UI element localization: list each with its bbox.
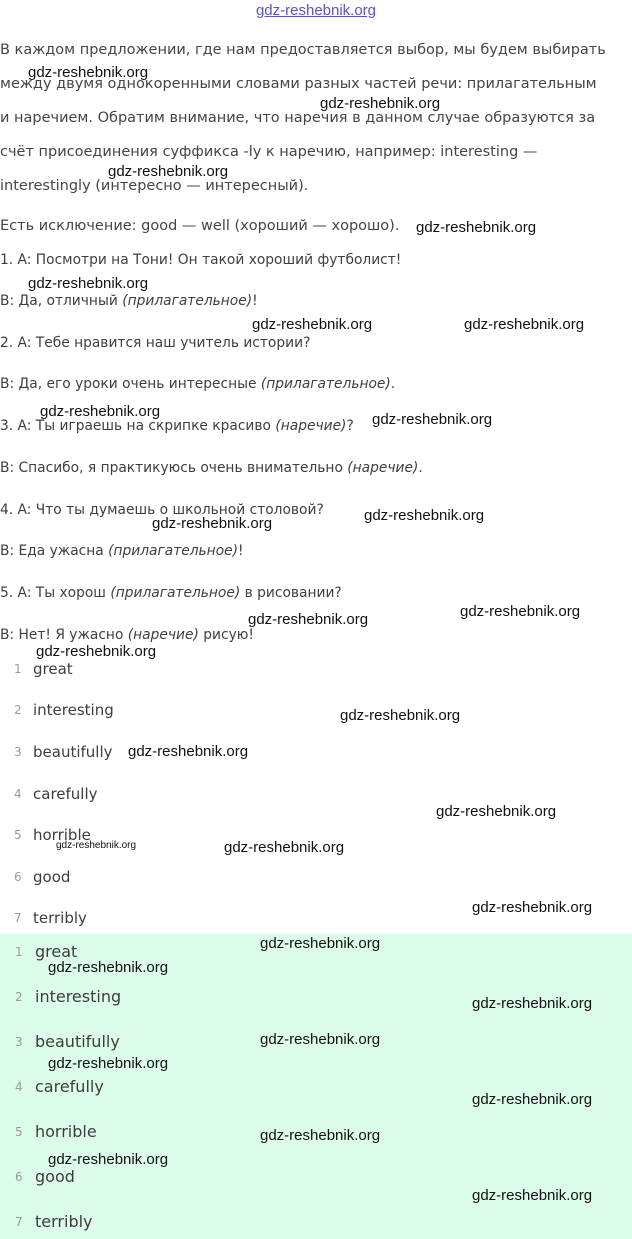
watermark: gdz-reshebnik.org — [460, 603, 581, 620]
dialogue-line: B: Нет! Я ужасно (наречие) рисую! — [0, 627, 254, 643]
answer-word: carefully — [35, 1077, 104, 1096]
dialogue-line: 3. A: Ты играешь на скрипке красиво (наречие)? — [0, 418, 354, 434]
watermark: gdz-reshebnik.org — [260, 1127, 381, 1144]
intro-line: interestingly (интересно — интересный). — [0, 178, 309, 194]
watermark: gdz-reshebnik.org — [28, 64, 149, 81]
answer-number: 6 — [15, 1170, 23, 1184]
dialogue-line: B: Да, его уроки очень интересные (прилагательное). — [0, 376, 396, 392]
watermark: gdz-reshebnik.org — [260, 935, 381, 952]
answer-number: 5 — [15, 1125, 23, 1139]
watermark: gdz-reshebnik.org — [48, 959, 169, 976]
item-number: 4 — [14, 787, 22, 801]
watermark: gdz-reshebnik.org — [48, 1055, 169, 1072]
watermark: gdz-reshebnik.org — [48, 1151, 169, 1168]
watermark: gdz-reshebnik.org — [372, 411, 493, 428]
watermark: gdz-reshebnik.org — [260, 1031, 381, 1048]
intro-line: В каждом предложении, где нам предоставляется выбор, мы будем выбирать — [0, 42, 606, 58]
item-number: 1 — [14, 662, 22, 676]
answer-number: 3 — [15, 1035, 23, 1049]
item-number: 5 — [14, 828, 22, 842]
answer-number: 1 — [15, 945, 23, 959]
item-word: beautifully — [33, 743, 113, 761]
watermark: gdz-reshebnik.org — [56, 840, 137, 851]
watermark: gdz-reshebnik.org — [436, 803, 557, 820]
answer-word: horrible — [35, 1122, 97, 1141]
dialogue-line: 1. A: Посмотри на Тони! Он такой хороший футболист! — [0, 252, 402, 268]
item-number: 6 — [14, 870, 22, 884]
watermark: gdz-reshebnik.org — [248, 611, 369, 628]
watermark: gdz-reshebnik.org — [36, 643, 157, 660]
watermark: gdz-reshebnik.org — [128, 743, 249, 760]
exception-note: Есть исключение: good — well (хороший — хорошо). — [0, 218, 400, 234]
answer-number: 2 — [15, 990, 23, 1004]
dialogue-line: 5. A: Ты хорош (прилагательное) в рисовании? — [0, 585, 342, 601]
item-word: carefully — [33, 785, 98, 803]
watermark: gdz-reshebnik.org — [472, 1187, 593, 1204]
answer-number: 4 — [15, 1080, 23, 1094]
dialogue-line: B: Да, отличный (прилагательное)! — [0, 293, 258, 309]
header-site-link[interactable]: gdz-reshebnik.org — [255, 2, 377, 19]
item-word: terribly — [33, 909, 87, 927]
watermark: gdz-reshebnik.org — [340, 707, 461, 724]
watermark: gdz-reshebnik.org — [364, 507, 485, 524]
item-word: horrible — [33, 826, 91, 844]
dialogue-line: B: Спасибо, я практикуюсь очень внимательно (наречие). — [0, 460, 423, 476]
watermark: gdz-reshebnik.org — [108, 163, 229, 180]
watermark: gdz-reshebnik.org — [224, 839, 345, 856]
watermark: gdz-reshebnik.org — [472, 1091, 593, 1108]
watermark: gdz-reshebnik.org — [320, 95, 441, 112]
item-number: 2 — [14, 703, 22, 717]
watermark: gdz-reshebnik.org — [40, 403, 161, 420]
item-word: great — [33, 660, 73, 678]
watermark: gdz-reshebnik.org — [152, 515, 273, 532]
answer-word: good — [35, 1167, 75, 1186]
answer-word: interesting — [35, 987, 122, 1006]
answer-number: 7 — [15, 1215, 23, 1229]
dialogue-line: 2. A: Тебе нравится наш учитель истории? — [0, 335, 311, 351]
answer-word: beautifully — [35, 1032, 120, 1051]
item-number: 7 — [14, 911, 22, 925]
intro-line: между двумя однокоренными словами разных частей речи: прилагательным — [0, 76, 597, 92]
watermark: gdz-reshebnik.org — [252, 316, 373, 333]
answer-word: great — [35, 942, 78, 961]
intro-line: счёт присоединения суффикса -ly к наречию, например: interesting — — [0, 144, 538, 160]
dialogue-line: 4. A: Что ты думаешь о школьной столовой? — [0, 502, 324, 518]
watermark: gdz-reshebnik.org — [472, 995, 593, 1012]
intro-line: и наречием. Обратим внимание, что наречия в данном случае образуются за — [0, 110, 596, 126]
item-number: 3 — [14, 745, 22, 759]
watermark: gdz-reshebnik.org — [28, 275, 149, 292]
item-word: good — [33, 868, 71, 886]
answer-word: terribly — [35, 1212, 93, 1231]
item-word: interesting — [33, 701, 114, 719]
watermark: gdz-reshebnik.org — [464, 316, 585, 333]
watermark: gdz-reshebnik.org — [416, 219, 537, 236]
dialogue-line: B: Еда ужасна (прилагательное)! — [0, 543, 244, 559]
watermark: gdz-reshebnik.org — [472, 899, 593, 916]
